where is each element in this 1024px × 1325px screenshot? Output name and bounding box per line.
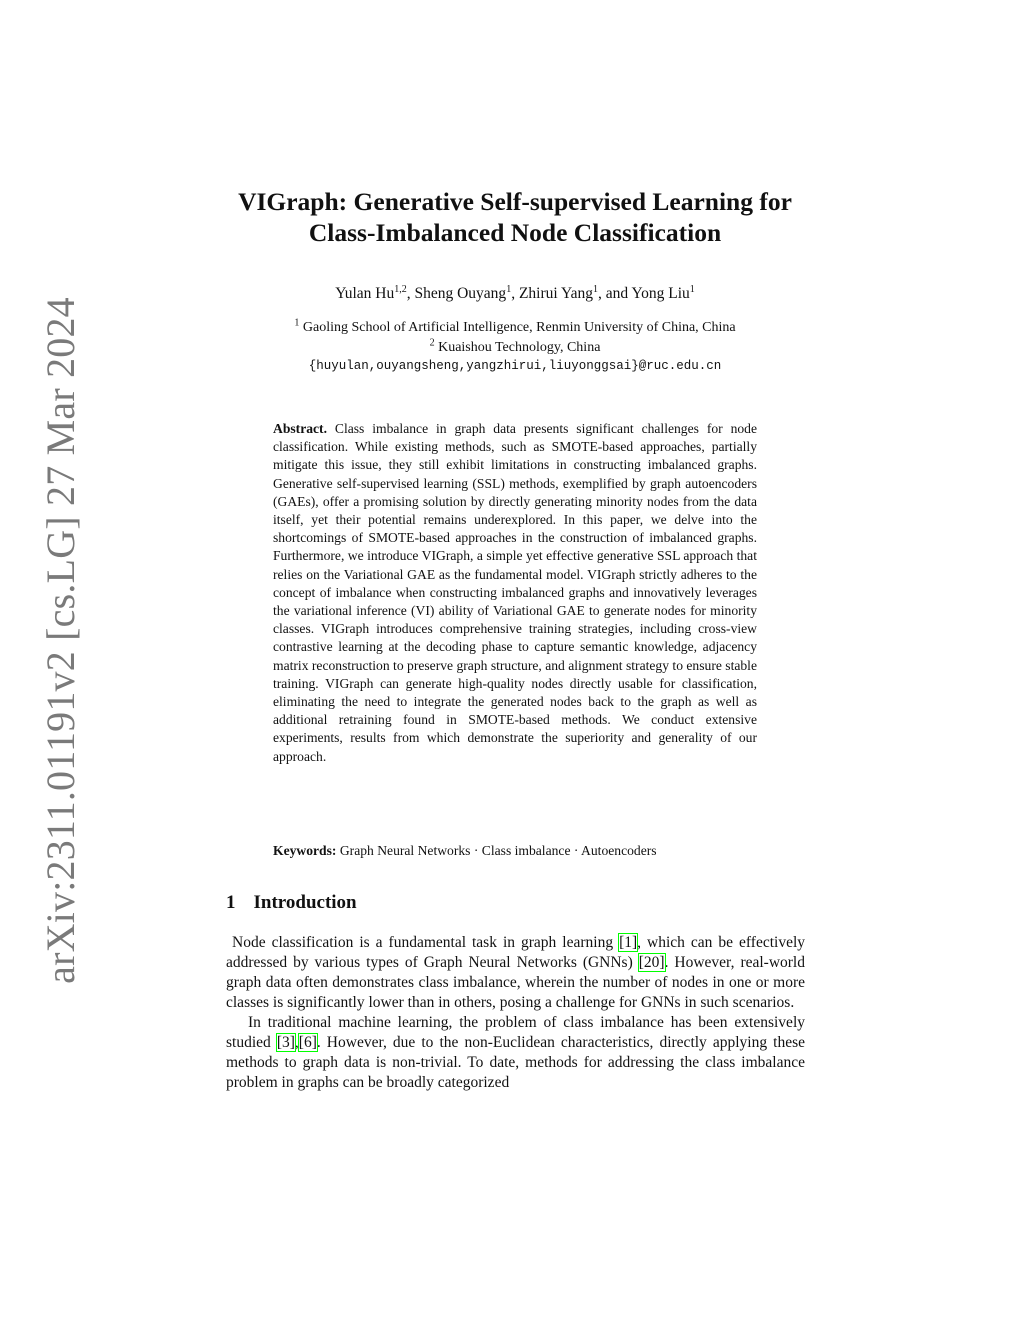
arxiv-identifier-text: arXiv:2311.01191v2 [cs.LG] 27 Mar 2024 [37,296,83,984]
affiliation-line [200,318,830,338]
author-name: Zhirui Yang [518,285,594,302]
author-affiliation-mark: 1,2 [394,283,407,295]
abstract-label: Abstract. [273,421,327,436]
citation-link[interactable]: [3] [276,1034,295,1051]
author-name: Sheng Ouyang [414,285,507,302]
title-line-2: Class-Imbalanced Node Classification [308,218,722,247]
affiliation-mark: 2 [429,336,435,348]
author-name: Yulan Hu [335,285,395,302]
author-affiliation-mark: 1 [593,283,599,295]
paragraph [226,1013,805,1093]
paragraph [226,933,805,1013]
paragraph-text: . However, due to the non-Euclidean characteristics, directly applying these methods to graph data is non-trivial. To date, methods for addressing the class imbalance problem in graphs can be broadly categorized [226,1034,806,1091]
author-separator: , and [598,285,632,302]
keywords-label: Keywords: [273,843,337,858]
paragraph-text: Node classification is a fundamental task in graph learning [232,934,620,951]
author-affiliation-mark: 1 [689,283,695,295]
author-affiliation-mark: 1 [506,283,512,295]
affiliation-mark: 1 [294,317,300,329]
citation-separator: , [294,1034,299,1051]
section-title: Introduction [253,892,357,913]
author-separator: , [406,285,415,302]
citation-link[interactable]: [6] [298,1034,317,1051]
citation-link[interactable]: [1] [619,934,638,951]
section-heading-introduction [226,892,357,914]
introduction-body [226,933,805,1093]
affiliation-text: Kuaishou Technology, China [438,339,601,355]
author-email: {huyulan,ouyangsheng,yangzhirui,liuyonggsai}@ruc.edu.cn [308,359,722,373]
keywords [273,842,793,860]
arxiv-identifier-stamp [30,296,90,984]
paper-title [200,186,830,248]
paragraph-text: . However, real-world graph data often demonstrates class imbalance, wherein the number of nodes in one or more classes is significantly lower than in others, posing a challenge for GNNs in such scenarios. [226,954,805,1011]
abstract-text: Class imbalance in graph data presents significant challenges for node classification. While existing methods, such as SMOTE-based approaches, partially mitigate this issue, they still exhibit limitations in constructing imbalanced graphs. Generative self-supervised learning (SSL) methods, exemplified by graph autoencoders (GAEs), offer a promising solution by directly generating minority nodes from the data itself, yet their potential remains underexplored. In this paper, we delve into the shortcomings of SMOTE-based approaches in the construction of imbalanced graphs. Furthermore, we introduce VIGraph, a simple yet effective generative SSL approach that relies on the Variational GAE as the fundamental model. VIGraph strictly adheres to the concept of imbalance when constructing imbalanced graphs and innovatively leverages the variational inference (VI) ability of Variational GAE to generate nodes for minority classes. VIGraph introduces comprehensive training strategies, including cross-view contrastive learning at the decoding phase to capture semantic knowledge, adjacency matrix reconstruction to preserve graph structure, and alignment strategy to ensure stable training. VIGraph can generate high-quality nodes directly usable for classification, eliminating the need to integrate the generated nodes back to the graph as well as additional retraining found in SMOTE-based methods. We conduct extensive experiments, results from which demonstrate the superiority and generality of our approach. [273,421,757,764]
author-name: Yong Liu [631,285,690,302]
paragraph-text: , which can be effectively addressed by various types of Graph Neural Networks (GNNs) [226,934,806,971]
affiliations [200,318,830,377]
author-separator: , [511,285,519,302]
title-line-1: VIGraph: Generative Self-supervised Learning for [238,187,792,216]
affiliation-line [200,338,830,358]
author-list [200,284,830,304]
paragraph-text: In traditional machine learning, the problem of class imbalance has been extensively studied [226,1014,805,1051]
citation-link[interactable]: [20] [638,954,665,971]
abstract [273,420,757,766]
affiliation-text: Gaoling School of Artificial Intelligence, Renmin University of China, China [302,320,736,335]
keywords-text: Graph Neural Networks · Class imbalance · Autoencoders [339,843,657,858]
section-number: 1 [226,892,236,913]
